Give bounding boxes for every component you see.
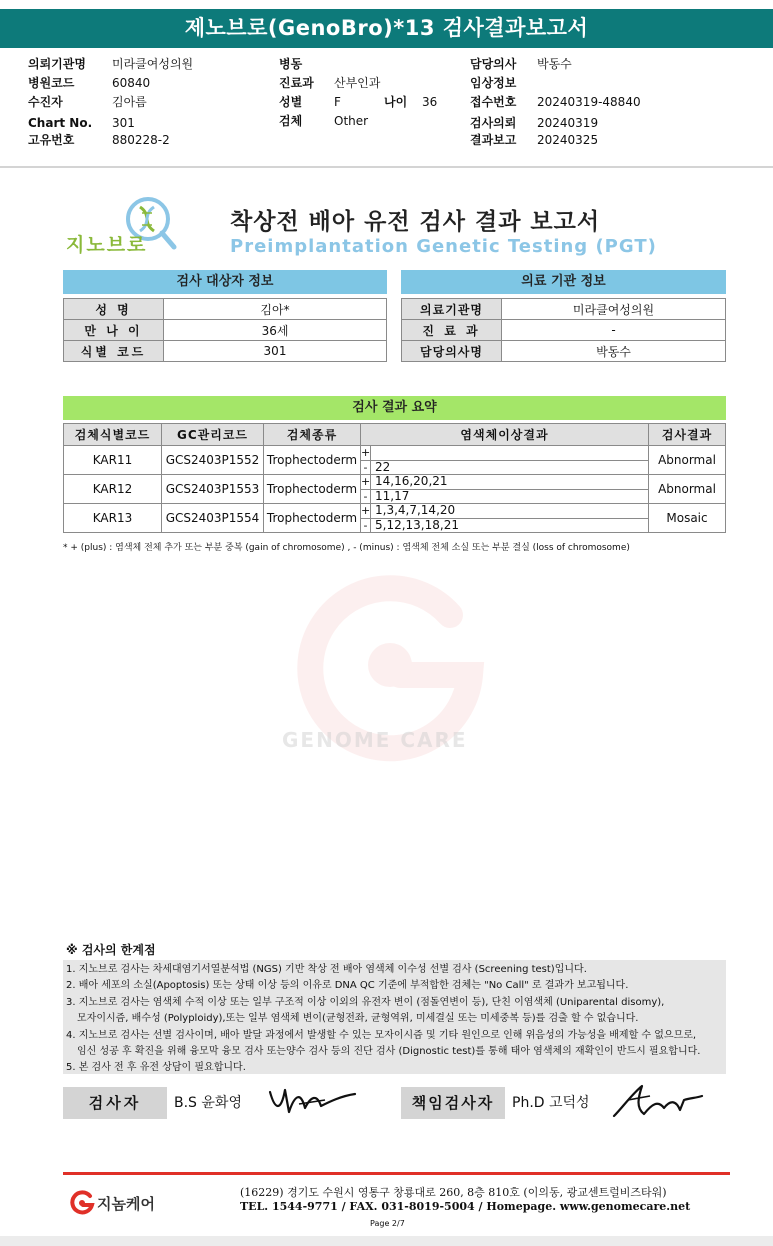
table-row [64, 446, 726, 475]
results-summary-heading: 검사 결과 요약 [63, 396, 726, 420]
col-header-chromosome-result: 염색체이상결과 [361, 424, 649, 446]
institution-label-department: 진 료 과 [402, 320, 502, 341]
cell-gc-code: GCS2403P1552 [162, 446, 264, 475]
chief-tester-label: 책임검사자 [401, 1087, 505, 1119]
header-label-institution: 의뢰기관명 [28, 57, 86, 71]
institution-info-table [401, 298, 726, 362]
subject-info-heading: 검사 대상자 정보 [63, 270, 387, 294]
cell-chromosome-result [361, 475, 649, 504]
cell-chromosome-result [361, 504, 649, 533]
report-title-bar: 제노브로(GenoBro)*13 검사결과보고서 [0, 9, 773, 48]
header-label-hospital-code: 병원코드 [28, 76, 75, 90]
loss-values: 5,12,13,18,21 [375, 518, 459, 532]
minus-sign: - [361, 490, 371, 503]
header-value-unique-no: 880228-2 [112, 133, 170, 147]
institution-value-name: 미라클여성의원 [502, 299, 726, 320]
col-header-test-result: 검사결과 [649, 424, 726, 446]
header-label-ward: 병동 [279, 57, 303, 71]
cell-test-result: Abnormal [649, 446, 726, 475]
limitation-item: 4. 지노브로 검사는 선별 검사이며, 배아 발달 과정에서 발생할 수 있는 모자이시즘 및 기타 원인으로 인해 위음성의 가능성을 배제할 수 없으므로, [66, 1029, 697, 1041]
col-header-gc-code: GC관리코드 [162, 424, 264, 446]
results-header-row [64, 424, 726, 446]
header-value-age: 36 [422, 95, 438, 109]
header-value-patient: 김아름 [112, 95, 147, 109]
table-row [64, 475, 726, 504]
header-value-hospital-code: 60840 [112, 76, 151, 90]
table-row [64, 320, 387, 341]
cell-specimen-id: KAR13 [64, 504, 162, 533]
genobro-logo-text: 지노브로 [66, 234, 148, 256]
header-label-doctor: 담당의사 [470, 57, 517, 71]
header-label-patient: 수진자 [28, 95, 63, 109]
limitation-item: 임신 성공 후 확진을 위해 융모막 융모 검사 또는양수 검사 등의 진단 검사 (Dignostic test)를 통해 태아 염색체의 재확인이 반드시 필요합니다. [77, 1046, 701, 1058]
institution-value-department: - [502, 320, 726, 341]
header-label-receipt-no: 접수번호 [470, 95, 517, 109]
table-row [64, 504, 726, 533]
header-value-receipt-no: 20240319-48840 [537, 95, 641, 109]
table-row [402, 299, 726, 320]
footer-address [240, 1186, 690, 1214]
header-label-chart-no: Chart No. [28, 116, 93, 130]
subject-value-name: 김아* [164, 299, 387, 320]
cell-specimen-id: KAR12 [64, 475, 162, 504]
minus-sign: - [361, 519, 371, 532]
limitation-item: 1. 지노브로 검사는 차세대염기서열분석법 (NGS) 기반 착상 전 배아 염색체 이수성 선별 검사 (Screening test)입니다. [66, 964, 587, 975]
cell-specimen-type: Trophectoderm [264, 504, 361, 533]
header-label-report-date: 결과보고 [470, 133, 517, 147]
institution-label-doctor: 담당의사명 [402, 341, 502, 362]
footer-company-name: 지놈케어 [97, 1195, 155, 1213]
subject-label-age: 만 나 이 [64, 320, 164, 341]
table-row [64, 341, 387, 362]
header-label-request-date: 검사의뢰 [470, 116, 517, 130]
cell-specimen-type: Trophectoderm [264, 475, 361, 504]
header-value-doctor: 박동수 [537, 57, 572, 71]
header-label-clinical-info: 임상정보 [470, 76, 517, 90]
header-value-report-date: 20240325 [537, 133, 599, 147]
cell-chromosome-result [361, 446, 649, 475]
plus-sign: + [361, 504, 371, 517]
footer-divider [63, 1172, 730, 1175]
institution-label-name: 의료기관명 [402, 299, 502, 320]
subject-value-age: 36세 [164, 320, 387, 341]
header-value-sex: F [334, 95, 341, 109]
header-label-department: 진료과 [279, 76, 314, 90]
plus-sign: + [361, 446, 371, 459]
header-value-request-date: 20240319 [537, 116, 599, 130]
cell-gc-code: GCS2403P1553 [162, 475, 264, 504]
minus-sign: - [361, 461, 371, 474]
cell-test-result: Abnormal [649, 475, 726, 504]
footer-contact-line: TEL. 1544-9771 / FAX. 031-8019-5004 / Homepage. www.genomecare.net [240, 1200, 691, 1213]
limitation-item: 5. 본 검사 전 후 유전 상담이 필요합니다. [66, 1062, 246, 1074]
bottom-bar [0, 1236, 773, 1246]
header-label-age: 나이 [384, 95, 408, 109]
limitations-title: ※ 검사의 한계점 [66, 943, 156, 957]
header-value-specimen: Other [334, 114, 369, 128]
loss-values: 22 [375, 460, 391, 474]
subject-label-name: 성 명 [64, 299, 164, 320]
tester-label: 검사자 [63, 1087, 167, 1119]
gain-values [371, 446, 375, 460]
report-subheading: Preimplantation Genetic Testing (PGT) [230, 236, 657, 257]
watermark-text: GENOME CARE [282, 728, 468, 752]
limitation-item: 3. 지노브로 검사는 염색체 수적 이상 또는 일부 구조적 이상 이외의 유전자 변이 (점돌연변이 등), 단친 이염색체 (Uniparental disomy), [66, 996, 665, 1008]
header-label-specimen: 검체 [279, 114, 303, 128]
col-header-specimen-id: 검체식별코드 [64, 424, 162, 446]
table-row [402, 341, 726, 362]
header-divider [0, 166, 773, 168]
header-label-unique-no: 고유번호 [28, 133, 75, 147]
cell-specimen-type: Trophectoderm [264, 446, 361, 475]
tester-name: B.S 윤화영 [174, 1095, 242, 1111]
loss-values: 11,17 [375, 489, 410, 503]
cell-specimen-id: KAR11 [64, 446, 162, 475]
header-value-department: 산부인과 [334, 76, 381, 90]
results-footnote: * + (plus) : 염색체 전체 추가 또는 부분 중복 (gain of chromosome) , - (minus) : 염색체 전체 소실 또는 부분 결실 (loss of chromosome) [63, 543, 630, 553]
plus-sign: + [361, 475, 371, 488]
results-table [63, 423, 726, 533]
chief-tester-name: Ph.D 고덕성 [512, 1095, 590, 1111]
limitation-item: 2. 배아 세포의 소실(Apoptosis) 또는 상태 이상 등의 이유로 DNA QC 기준에 부적합한 검체는 "No Call" 로 결과가 보고됩니다. [66, 980, 629, 992]
institution-value-doctor: 박동수 [502, 341, 726, 362]
gain-values: 1,3,4,7,14,20 [375, 503, 456, 517]
report-heading: 착상전 배아 유전 검사 결과 보고서 [230, 209, 601, 235]
table-row [402, 320, 726, 341]
header-value-chart-no: 301 [112, 116, 135, 130]
subject-label-id-code: 식별 코드 [64, 341, 164, 362]
cell-test-result: Mosaic [649, 504, 726, 533]
page-number: Page 2/7 [370, 1219, 405, 1228]
footer-address-line: (16229) 경기도 수원시 영통구 창룡대로 260, 8층 810호 (이의동, 광교센트럴비즈타워) [240, 1186, 667, 1199]
table-row [64, 299, 387, 320]
header-label-sex: 성별 [279, 95, 303, 109]
institution-info-heading: 의료 기관 정보 [401, 270, 726, 294]
chief-tester-signature-icon [610, 1080, 705, 1122]
limitations-box [63, 960, 726, 1074]
cell-gc-code: GCS2403P1554 [162, 504, 264, 533]
limitation-item: 모자이시즘, 배수성 (Polyploidy),또는 일부 염색체 변이(균형전좌, 균형역위, 미세결실 또는 미세중복 등)를 검출 할 수 없습니다. [77, 1013, 639, 1025]
col-header-specimen-type: 검체종류 [264, 424, 361, 446]
genome-care-logo-icon [68, 1189, 96, 1217]
header-value-institution: 미라클여성의원 [112, 57, 194, 71]
gain-values: 14,16,20,21 [375, 474, 448, 488]
subject-value-id-code: 301 [164, 341, 387, 362]
tester-signature-icon [265, 1082, 360, 1118]
subject-info-table [63, 298, 387, 362]
